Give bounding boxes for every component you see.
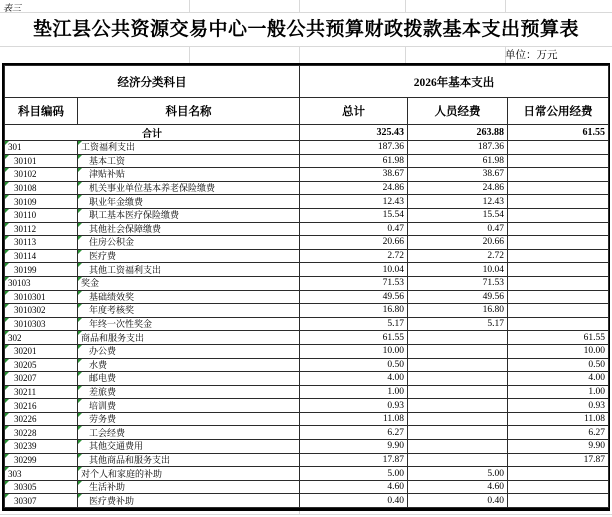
cell-warning-triangle-icon [5,331,9,335]
table-row [5,222,609,236]
subject-code: 30305 [14,482,37,493]
subject-name: 其他交通费用 [89,441,144,452]
total-value: 1.00 [300,385,408,399]
table-row [5,181,609,195]
personnel-value [408,399,508,413]
public-value [508,467,609,481]
subject-name: 年度考核奖 [89,305,135,316]
col-header-total: 总计 [300,98,408,125]
cell-warning-triangle-icon [5,386,9,390]
table-row [5,344,609,358]
public-value: 6.27 [508,426,609,440]
subject-name: 生活补助 [89,482,126,493]
total-value: 24.86 [300,181,408,195]
public-value [508,480,609,494]
total-value: 5.17 [300,317,408,331]
total-value: 20.66 [300,236,408,250]
table-row [5,358,609,372]
subject-code: 30211 [14,386,37,397]
total-value: 0.93 [300,399,408,413]
total-value: 49.56 [300,290,408,304]
subject-name: 职业年金缴费 [89,196,144,207]
table-row [5,236,609,250]
gridline [505,0,506,12]
unit-note: 单位：万元 [505,50,558,61]
cell-warning-triangle-icon [5,277,9,281]
subject-code: 30110 [14,210,37,221]
total-value: 0.50 [300,358,408,372]
cell-warning-triangle-icon [5,263,9,267]
subject-code: 30205 [14,359,37,370]
subject-code: 30113 [14,237,37,248]
total-value: 12.43 [300,195,408,209]
public-value: 4.00 [508,372,609,386]
cell-warning-triangle-icon [5,304,9,308]
personnel-value [408,440,508,454]
gridline [0,514,612,515]
subject-name: 奖金 [81,278,100,289]
cell-warning-triangle-icon [78,141,82,145]
cell-warning-triangle-icon [78,263,82,267]
personnel-value: 49.56 [408,290,508,304]
subject-name: 工资福利支出 [81,142,136,153]
cell-warning-triangle-icon [5,467,9,471]
subject-code: 30109 [14,196,37,207]
cell-warning-triangle-icon [5,182,9,186]
subject-name: 住房公积金 [89,237,135,248]
total-value: 61.98 [300,154,408,168]
public-value: 10.00 [508,344,609,358]
table-row [5,494,609,508]
personnel-value [408,453,508,467]
cell-warning-triangle-icon [5,236,9,240]
header-group-row [5,66,609,98]
public-value [508,181,609,195]
total-value: 6.27 [300,426,408,440]
col-header-personnel: 人员经费 [408,98,508,125]
total-row-public: 61.55 [508,125,609,141]
col-header-subject-name: 科目名称 [78,98,300,125]
total-value: 5.00 [300,467,408,481]
personnel-value: 187.36 [408,141,508,155]
table-row [5,141,609,155]
total-value: 71.53 [300,276,408,290]
personnel-value: 12.43 [408,195,508,209]
cell-warning-triangle-icon [78,250,82,254]
subject-name: 医疗费 [89,251,117,262]
subject-code: 3010302 [14,305,46,316]
table-row [5,276,609,290]
total-value: 17.87 [300,453,408,467]
subject-code: 30199 [14,264,37,275]
personnel-value [408,385,508,399]
total-value: 0.47 [300,222,408,236]
cell-warning-triangle-icon [78,345,82,349]
cell-warning-triangle-icon [78,304,82,308]
gridline [0,12,612,13]
total-row-personnel: 263.88 [408,125,508,141]
gridline [405,47,406,63]
public-value [508,290,609,304]
subject-code: 30103 [8,278,31,289]
cell-warning-triangle-icon [5,440,9,444]
total-value: 11.08 [300,412,408,426]
subject-code: 30114 [14,251,37,262]
personnel-value: 0.40 [408,494,508,508]
subject-code: 30299 [14,454,37,465]
public-value: 0.50 [508,358,609,372]
public-value [508,168,609,182]
cell-warning-triangle-icon [5,223,9,227]
public-value: 1.00 [508,385,609,399]
table-row [5,208,609,222]
personnel-value [408,344,508,358]
subject-code: 30108 [14,183,37,194]
subject-name: 水费 [89,359,108,370]
cell-warning-triangle-icon [5,426,9,430]
col-header-subject-code: 科目编码 [5,98,78,125]
cell-warning-triangle-icon [78,155,82,159]
table-row [5,195,609,209]
cell-warning-triangle-icon [5,399,9,403]
cell-warning-triangle-icon [78,359,82,363]
subject-code: 30201 [14,346,37,357]
cell-warning-triangle-icon [5,372,9,376]
table-row [5,290,609,304]
subject-name: 其他工资福利支出 [89,264,162,275]
personnel-value: 20.66 [408,236,508,250]
subject-name: 职工基本医疗保险缴费 [89,210,180,221]
table-row [5,304,609,318]
budget-table [2,63,610,511]
public-value: 11.08 [508,412,609,426]
public-value: 17.87 [508,453,609,467]
subject-code: 30101 [14,155,37,166]
public-value [508,141,609,155]
subject-code: 30228 [14,427,37,438]
total-row-label: 合计 [5,125,300,141]
subject-code: 30307 [14,495,37,506]
table-row [5,263,609,277]
personnel-value: 4.60 [408,480,508,494]
table-row [5,467,609,481]
subject-name: 医疗费补助 [89,495,135,506]
public-value [508,195,609,209]
personnel-value: 15.54 [408,208,508,222]
col-header-public-funds: 日常公用经费 [508,98,609,125]
table-row [5,385,609,399]
cell-warning-triangle-icon [5,141,9,145]
cell-warning-triangle-icon [78,195,82,199]
cell-warning-triangle-icon [5,481,9,485]
total-value: 0.40 [300,494,408,508]
total-value: 38.67 [300,168,408,182]
budget-rows [5,125,609,508]
cell-warning-triangle-icon [78,494,82,498]
public-value [508,494,609,508]
table-row [5,154,609,168]
total-value: 10.00 [300,344,408,358]
public-value [508,276,609,290]
total-value: 15.54 [300,208,408,222]
public-value [508,154,609,168]
public-value [508,222,609,236]
cell-warning-triangle-icon [78,426,82,430]
total-value: 2.72 [300,249,408,263]
subject-code: 303 [8,468,22,479]
total-value: 61.55 [300,331,408,345]
subject-code: 3010303 [14,319,46,330]
table-row [5,453,609,467]
cell-warning-triangle-icon [5,209,9,213]
public-value: 9.90 [508,440,609,454]
cell-warning-triangle-icon [78,182,82,186]
public-value [508,317,609,331]
subject-code: 30207 [14,373,37,384]
personnel-value: 71.53 [408,276,508,290]
cell-warning-triangle-icon [5,250,9,254]
cell-warning-triangle-icon [5,345,9,349]
total-value: 10.04 [300,263,408,277]
personnel-value: 0.47 [408,222,508,236]
public-value [508,236,609,250]
cell-warning-triangle-icon [5,454,9,458]
personnel-value: 61.98 [408,154,508,168]
total-value: 16.80 [300,304,408,318]
personnel-value [408,331,508,345]
header-columns-row [5,98,609,125]
cell-warning-triangle-icon [78,223,82,227]
public-value [508,208,609,222]
total-value: 4.60 [300,480,408,494]
subject-name: 年终一次性奖金 [89,319,153,330]
subject-name: 差旅费 [89,386,117,397]
cell-warning-triangle-icon [78,236,82,240]
subject-name: 办公费 [89,346,117,357]
cell-warning-triangle-icon [78,454,82,458]
gridline [189,0,190,12]
personnel-value [408,372,508,386]
cell-warning-triangle-icon [5,413,9,417]
cell-warning-triangle-icon [78,291,82,295]
subject-name: 商品和服务支出 [81,332,145,343]
grand-total-row [5,125,609,141]
cell-warning-triangle-icon [78,331,82,335]
table-row [5,372,609,386]
sheet-label: 表三 [3,3,22,13]
subject-code: 301 [8,142,22,153]
cell-warning-triangle-icon [78,386,82,390]
subject-name: 对个人和家庭的补助 [81,468,163,479]
gridline [189,47,190,63]
cell-warning-triangle-icon [78,372,82,376]
personnel-value [408,412,508,426]
table-row [5,426,609,440]
gridline [405,0,406,12]
personnel-value: 5.17 [408,317,508,331]
header-economic-classification: 经济分类科目 [5,66,300,98]
table-row [5,440,609,454]
cell-warning-triangle-icon [5,359,9,363]
cell-warning-triangle-icon [78,413,82,417]
subject-code: 3010301 [14,291,46,302]
subject-name: 基础绩效奖 [89,291,135,302]
subject-name: 机关事业单位基本养老保险缴费 [89,183,216,194]
subject-name: 邮电费 [89,373,117,384]
cell-warning-triangle-icon [5,168,9,172]
cell-warning-triangle-icon [78,168,82,172]
table-row [5,399,609,413]
public-value [508,249,609,263]
subject-code: 30102 [14,169,37,180]
table-row [5,249,609,263]
cell-warning-triangle-icon [78,209,82,213]
cell-warning-triangle-icon [5,494,9,498]
table-row [5,331,609,345]
public-value [508,304,609,318]
subject-name: 其他商品和服务支出 [89,454,171,465]
table-row [5,480,609,494]
personnel-value: 5.00 [408,467,508,481]
personnel-value: 2.72 [408,249,508,263]
subject-name: 工会经费 [89,427,126,438]
cell-warning-triangle-icon [78,318,82,322]
cell-warning-triangle-icon [5,155,9,159]
subject-code: 30216 [14,400,37,411]
public-value: 0.93 [508,399,609,413]
subject-name: 津贴补贴 [89,169,126,180]
table-row [5,412,609,426]
subject-code: 30112 [14,223,37,234]
subject-code: 30226 [14,414,37,425]
personnel-value: 16.80 [408,304,508,318]
public-value: 61.55 [508,331,609,345]
total-value: 4.00 [300,372,408,386]
subject-code: 302 [8,332,22,343]
personnel-value [408,426,508,440]
cell-warning-triangle-icon [5,318,9,322]
total-row-total: 325.43 [300,125,408,141]
cell-warning-triangle-icon [78,467,82,471]
personnel-value: 10.04 [408,263,508,277]
total-value: 9.90 [300,440,408,454]
subject-name: 基本工资 [89,155,126,166]
subject-code: 30239 [14,441,37,452]
personnel-value: 38.67 [408,168,508,182]
table-row [5,317,609,331]
header-2026-basic-expenditure: 2026年基本支出 [300,66,609,98]
cell-warning-triangle-icon [78,440,82,444]
subject-name: 劳务费 [89,414,117,425]
table-row [5,168,609,182]
page-title: 垫江县公共资源交易中心一般公共预算财政拨款基本支出预算表 [32,19,579,40]
cell-warning-triangle-icon [78,399,82,403]
cell-warning-triangle-icon [78,481,82,485]
cell-warning-triangle-icon [5,291,9,295]
cell-warning-triangle-icon [78,277,82,281]
cell-warning-triangle-icon [5,195,9,199]
total-value: 187.36 [300,141,408,155]
personnel-value: 24.86 [408,181,508,195]
gridline [299,47,300,63]
subject-name: 培训费 [89,400,117,411]
gridline [299,0,300,12]
subject-name: 其他社会保障缴费 [89,223,162,234]
personnel-value [408,358,508,372]
public-value [508,263,609,277]
